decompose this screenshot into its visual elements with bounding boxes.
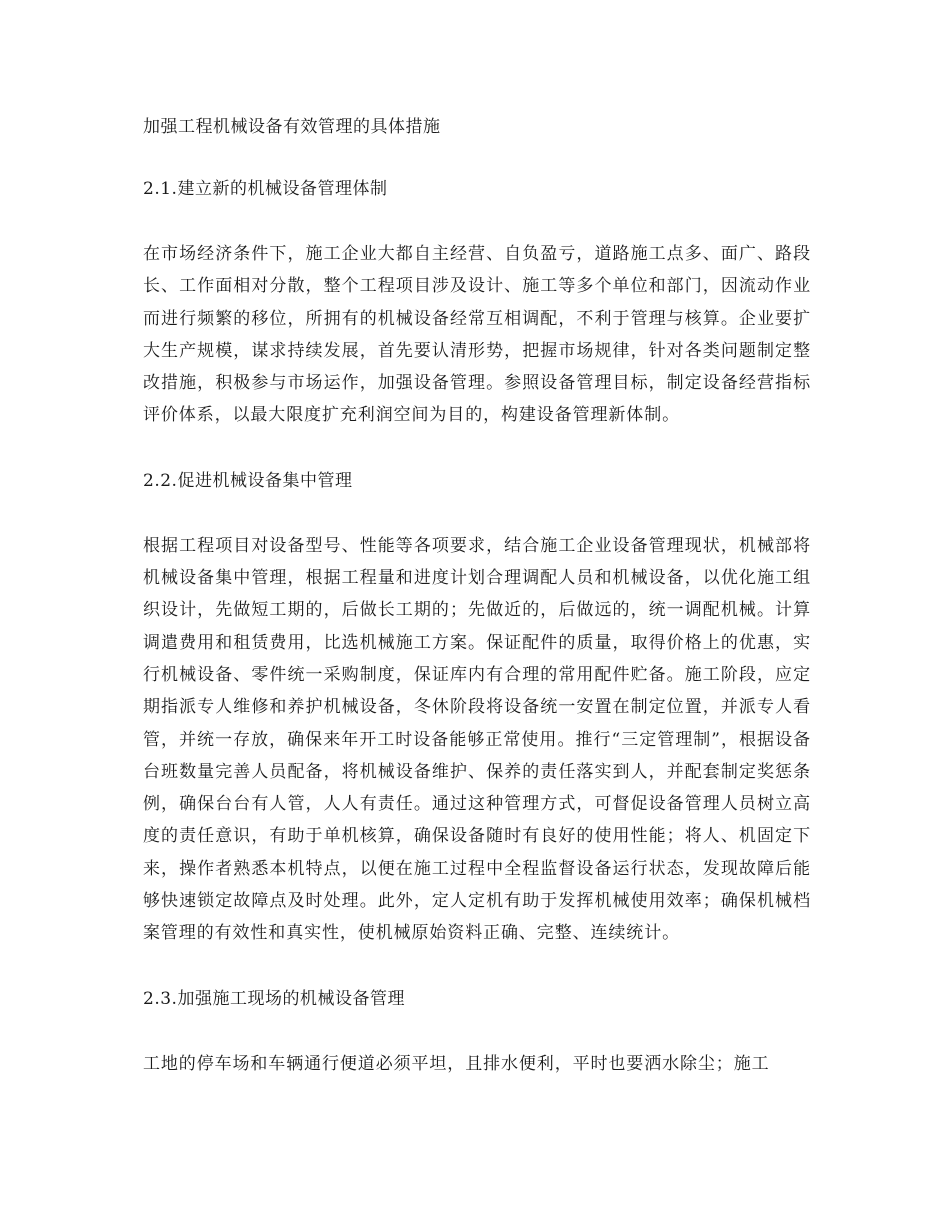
section-body-2-2: 根据工程项目对设备型号、性能等各项要求，结合施工企业设备管理现状，机械部将机械设备集中管理，根据工程量和进度计划合理调配人员和机械设备，以优化施工组织设计，先做短工期的，后做长工期的；先做近的，后做远的，统一调配机械。计算调遣费用和租赁费用，比选机械施工方案。保证配件的质量，取得价格上的优惠，实行机械设备、零件统一采购制度，保证库内有合理的常用配件贮备。施工阶段，应定期指派专人维修和养护机械设备，冬休阶段将设备统一安置在制定位置，并派专人看管，并统一存放，确保来年开工时设备能够正常使用。推行“三定管理制”，根据设备台班数量完善人员配备，将机械设备维护、保养的责任落实到人，并配套制定奖惩条例，确保台台有人管，人人有责任。通过这种管理方式，可督促设备管理人员树立高度的责任意识，有助于单机核算，确保设备随时有良好的使用性能；将人、机固定下来，操作者熟悉本机特点，以便在施工过程中全程监督设备运行状态，发现故障后能够快速锁定故障点及时处理。此外，定人定机有助于发挥机械使用效率；确保机械档案管理的有效性和真实性，使机械原始资料正确、完整、连续统计。 xyxy=(143,535,811,944)
section-heading-2-3: 2.3.加强施工现场的机械设备管理 xyxy=(143,988,405,1009)
spacer xyxy=(143,950,811,984)
spacer xyxy=(143,142,811,174)
section-heading-2-2: 2.2.促进机械设备集中管理 xyxy=(143,470,353,491)
spacer xyxy=(143,496,811,530)
section-body-2-3: 工地的停车场和车辆通行便道必须平坦，且排水便利，平时也要洒水除尘；施工 xyxy=(143,1053,770,1074)
document-title: 加强工程机械设备有效管理的具体措施 xyxy=(143,117,441,137)
section-heading-2-1: 2.1.建立新的机械设备管理体制 xyxy=(143,179,388,199)
spacer xyxy=(143,204,811,238)
spacer xyxy=(143,432,811,466)
document-page xyxy=(143,112,811,1080)
section-body-2-1: 在市场经济条件下，施工企业大都自主经营、自负盈亏，道路施工点多、面广、路段长、工作面相对分散，整个工程项目涉及设计、施工等多个单位和部门，因流动作业而进行频繁的移位，所拥有的机械设备经常互相调配，不利于管理与核算。企业要扩大生产规模，谋求持续发展，首先要认清形势，把握市场规律，针对各类问题制定整改措施，积极参与市场运作，加强设备管理。参照设备管理目标，制定设备经营指标评价体系，以最大限度扩充利润空间为目的，构建设备管理新体制。 xyxy=(143,244,811,426)
spacer xyxy=(143,1014,811,1048)
